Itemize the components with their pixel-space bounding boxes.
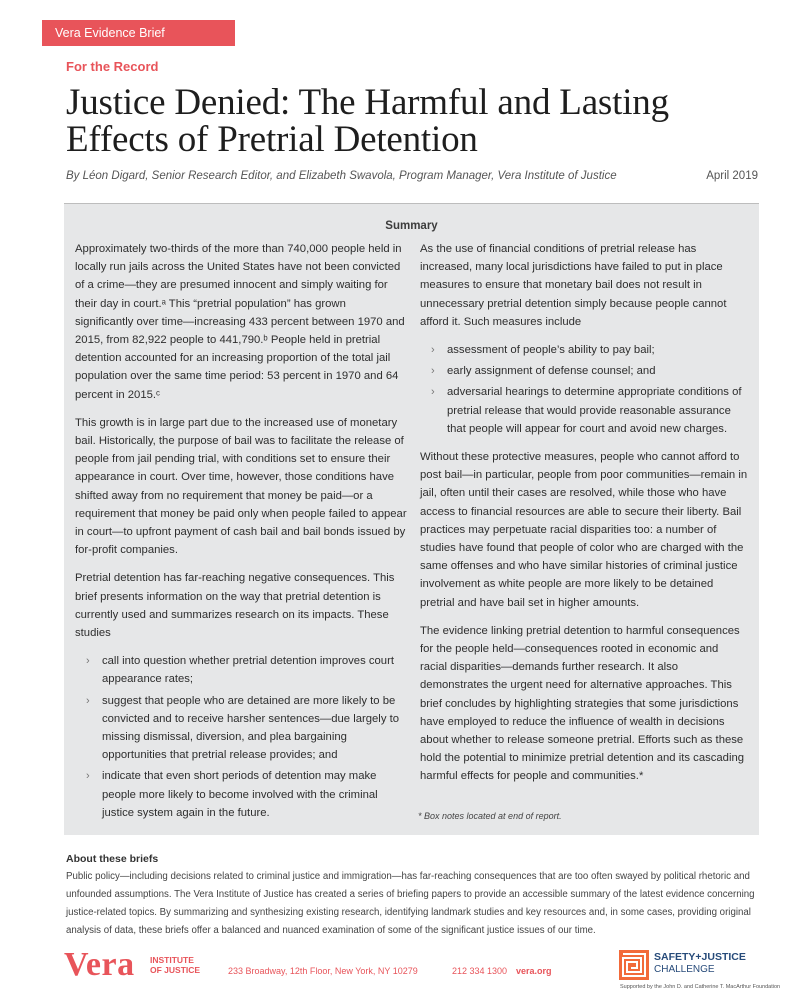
- vera-logo-subtitle: [150, 955, 200, 975]
- box-notes-footnote: * Box notes located at end of report.: [418, 811, 562, 821]
- paragraph: This growth is in large part due to the increased use of monetary bail. Historically, the purpose of bail was to facilitate the release of people from jail pending trial, with conditions set to ensure their appearance in court. Over time, however, those conditions have shifted away from no requirement that money be paid—or a requirement that money be paid only when people failed to appear in court—to upfront payment of cash bail and bail bonds issued by for-profit companies.: [75, 416, 407, 557]
- chevron-right-icon: ›: [86, 770, 90, 783]
- list-item-text: adversarial hearings to determine appropriate conditions of pretrial release that would provide reasonable assurance that people will appear for court and avoid new charges.: [447, 386, 742, 435]
- about-heading: About these briefs: [66, 853, 159, 865]
- list-item-text: call into question whether pretrial detention improves court appearance rates;: [102, 655, 394, 686]
- list-item: [420, 383, 748, 438]
- safety-justice-logo-icon: [619, 950, 649, 980]
- bullet-list: [420, 341, 748, 438]
- partner-credit: Supported by the John D. and Catherine T. MacArthur Foundation: [620, 984, 781, 990]
- summary-right-column: [420, 240, 748, 796]
- logo-inst-line-1: INSTITUTE: [150, 955, 194, 965]
- website-link[interactable]: vera.org: [516, 966, 552, 976]
- paragraph: The evidence linking pretrial detention to harmful consequences for the people held—consequences rooted in economic and racial disparities—demands further research. It also demonstrates the urgent need for alternative approaches. This brief concludes by highlighting strategies that some jurisdictions have employed to reduce the influence of wealth in decisions about whether to release someone pretrial. Efforts such as these hold the potential to minimize pretrial detention and its cascading harmful effects for people and communities.*: [420, 624, 745, 783]
- summary-left-column: [75, 240, 407, 832]
- chevron-right-icon: ›: [86, 694, 90, 707]
- paragraph: Pretrial detention has far-reaching negative consequences. This brief presents information on the way that pretrial detention is currently used and summarizes research on its impacts. These studies: [75, 572, 395, 640]
- chevron-right-icon: ›: [86, 655, 90, 668]
- phone-number: 212 334 1300: [452, 966, 508, 976]
- logo-inst-line-2: OF JUSTICE: [150, 965, 201, 975]
- list-item: [75, 767, 407, 822]
- paragraph: As the use of financial conditions of pretrial release has increased, many local jurisdictions have failed to put in place measures to ensure that monetary bail does not result in unnecessary pretrial detention simply because people cannot afford it. Such measures include: [420, 243, 727, 328]
- chevron-right-icon: ›: [431, 386, 435, 399]
- summary-heading: Summary: [385, 220, 438, 232]
- chevron-right-icon: ›: [431, 365, 435, 378]
- page-title: [66, 84, 766, 158]
- series-label: Vera Evidence Brief: [42, 20, 235, 46]
- partner-title: SAFETY+JUSTICE: [654, 951, 746, 963]
- paragraph: Approximately two-thirds of the more than 740,000 people held in locally run jails across the United States have not been convicted of a crime—they are presumed innocent and simply waiting for their day in court.ᵃ This “pretrial population” has grown significantly over time—increasing 433 percent between 1970 and 2015, from 82,922 people to 441,790.ᵇ People held in pretrial detention accounted for an increasing proportion of the total jail population over the same time period: 53 percent in 1970 and 64 percent in 2015.ᶜ: [75, 243, 405, 401]
- list-item: [420, 362, 748, 380]
- list-item: [75, 652, 407, 688]
- list-item: [420, 341, 748, 359]
- title-line-1: Justice Denied: The Harmful and Lasting: [66, 82, 669, 123]
- about-text: Public policy—including decisions related to criminal justice and immigration—has far-reaching consequences that are too often swayed by political rhetoric and unfounded assumptions. The Vera Institute of Justice has created a series of briefing papers to provide an accessible summary of the latest evidence concerning justice-related topics. By summarizing and synthesizing existing research, identifying landmark studies and key resources and, in some cases, providing original analysis of data, these briefs offer a balanced and nuanced examination of some of the significant justice issues of our time.: [66, 871, 755, 936]
- bullet-list: [75, 652, 407, 822]
- list-item: [75, 692, 407, 765]
- byline: By Léon Digard, Senior Research Editor, and Elizabeth Swavola, Program Manager, Vera Institute of Justice: [66, 170, 617, 182]
- title-line-2: Effects of Pretrial Detention: [66, 119, 478, 160]
- vera-logo: Vera: [64, 946, 135, 983]
- summary-box: [64, 203, 759, 835]
- chevron-right-icon: ›: [431, 344, 435, 357]
- list-item-text: early assignment of defense counsel; and: [447, 365, 656, 378]
- partner-subtitle: CHALLENGE: [654, 964, 715, 975]
- paragraph: Without these protective measures, people who cannot afford to post bail—in particular, people from poor communities—remain in jail, often until their cases are resolved, while those who have access to financial resources are able to secure their liberty. Bail practices may perpetuate racial disparities too: a number of studies have found that people of color who are charged with the same offenses and who have similar histories of criminal justice involvement as white people are more likely to be detained pretrial and have bail set in higher amounts.: [420, 451, 748, 609]
- street-address: 233 Broadway, 12th Floor, New York, NY 10279: [228, 966, 418, 976]
- kicker: For the Record: [66, 59, 159, 74]
- list-item-text: assessment of people’s ability to pay bail;: [447, 344, 655, 357]
- list-item-text: suggest that people who are detained are more likely to be convicted and to receive harsher sentences—due largely to missing dismissal, diversion, and plea bargaining opportunities that pretrial release provides; and: [102, 694, 400, 762]
- list-item-text: indicate that even short periods of detention may make people more likely to become involved with the criminal justice system again in the future.: [102, 770, 378, 819]
- publication-date: April 2019: [706, 170, 758, 182]
